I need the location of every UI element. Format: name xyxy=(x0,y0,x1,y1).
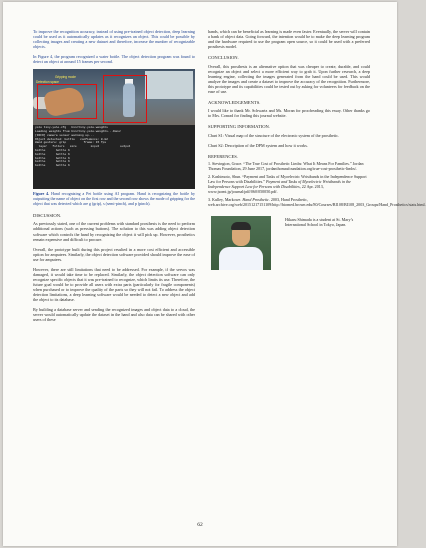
figure-caption-text: Hand recognizing a Pet bottle using AI program. Hand is recognizing the bottle by outputting the name of object on the first row and the second row shows the mode of gripping for the object that was detected which are g (grip), s (semi-pinch), and p (pinch). xyxy=(33,191,196,207)
figure-4-image xyxy=(33,69,195,189)
right-column xyxy=(208,29,426,276)
photo-hair xyxy=(231,222,251,230)
figure-intro-paragraph: In Figure 4, the program recognized a water bottle. The object detection program was found to detect an object at around 15 frames per second. xyxy=(33,54,195,65)
author-bio-text: Hikaru Shimada is a student at St. Mary’s International School in Tokyo, Japan. xyxy=(285,216,354,227)
gripping-mode-label: Gripping mode xyxy=(55,75,76,80)
acknowledgements-paragraph: I would like to thank Mr. Schwartz and Ms. Moran for proofreading this essay. Other thanks go to Mrs. Conrad for finding this journal website. xyxy=(208,108,370,119)
discussion-paragraph: However, there are still limitations that need to be addressed. For example, if the servos was damaged, it would take time to be replaced. Similarly, the object detection software can only recognize specific objects that it was pre-trained to recognize, which limits its use. Therefore, the future goal would be to provide all users with extra parts (particularly for fragile components) when purchased or to improve the quality of the parts so they will not fail. To address the object detection limitations, a deep learning software would be needed to detect a new object and add the object to its database. xyxy=(33,266,195,303)
journal-page xyxy=(3,2,426,546)
figure-caption xyxy=(33,192,195,207)
detection-box-bottle xyxy=(103,75,147,123)
conclusion-heading: CONCLUSION. xyxy=(208,55,239,61)
conclusion-paragraph: Overall, this prosthesis is an alternative option that was cheaper to create, durable, and could recognize an object and select a more efficient way to grab it. Upon further research, a deep learning engine, collecting the images generated from the hand could be used. This would analyze the images and create a dataset to improve the accuracy of the recognition. Furthermore, this prototype and its capabilities could be tested out by asking for volunteers for feedback on the ease of use. xyxy=(208,63,370,94)
terminal-line: Loading weights from bin/tiny-yolo.weights...Done! xyxy=(35,130,122,134)
terminal-line: bottle bottle 6 xyxy=(35,156,70,160)
terminal-output xyxy=(33,125,195,189)
supporting-information-heading: SUPPORTING INFORMATION. xyxy=(208,124,271,130)
discussion-paragraph: By building a database server and sending the recognized images and object data to a cloud, the server would automatically update the dataset in the hand and also data can be shared with other users of these xyxy=(33,307,195,323)
discussion-continuation: hands, which can be beneficial as learning is made even faster. Eventually, the server will contain a bank of object data. Going forward, the intention would be to make the deep learning program and the hardware required to use the program open source, so it could be used with a preferred prosthesis model. xyxy=(208,29,370,50)
terminal-line: layer filters size input output xyxy=(35,145,131,149)
camera-view xyxy=(33,69,195,125)
terminal-line: bottle bottle 6 xyxy=(35,160,70,164)
terminal-line: Object detected: bottle confidence: 0.82 xyxy=(35,137,108,141)
author-bio xyxy=(208,216,370,276)
discussion-heading: DISCUSSION. xyxy=(33,213,62,218)
terminal-line: bottle bottle 6 xyxy=(35,149,70,153)
reference-item: 2. Kashimoto, Shun. “Payment and Tasks of Myoelectric Wristbands in the Independence Support Law for Persons with Disabilities.” Payment and Tasks of Myoelectric Wristbands in the Independence Support Law for Persons with Disabilities, 22 Apr. 2013, www.jsomt.jp/journal/pdf/060/050050.pdf. xyxy=(208,174,367,195)
terminal-line: bottle bottle 6 xyxy=(35,164,70,168)
detection-box-hand xyxy=(37,84,97,119)
terminal-line: [INFO] camera sensor warming up... xyxy=(35,133,94,137)
author-photo xyxy=(211,216,271,270)
supporting-item: Chart S2: Description of the DPM system and how it works. xyxy=(208,142,308,148)
left-column xyxy=(33,29,195,327)
photo-shirt xyxy=(219,247,263,270)
discussion-paragraph: Overall, the prototype built during this project resulted in a more cost efficient and accessible option for amputees. Similarly, the object detection software provided should improve the ease of use for amputees. xyxy=(33,246,195,262)
terminal-line: bottle bottle 6 xyxy=(35,152,70,156)
terminal-line: Hand gesture: grip frame: 15 fps xyxy=(35,141,107,145)
reference-item: 1. Stevington, Grace. “The True Cost of Prosthetic Limbs: What It Means For Families.” Jordan Thomas Foundation, 29 June 2017, jordanthomasfoundation.org/true-cost-prosthetic-limbs/. xyxy=(208,161,364,172)
supporting-item: Chart S1: Visual map of the structure of the electronic system of the prosthetic. xyxy=(208,132,339,138)
discussion-paragraph: As previously stated, one of the current problems with standard prosthesis is the need to perform additional actions (such as pressing buttons). The solution to this was adding object detection software which controls the hand by recognizing the object it will pick up. However, prosthetics remain expensive and difficult to procure. xyxy=(33,221,195,242)
page-number: 62 xyxy=(197,522,203,528)
intro-paragraph: To improve the recognition accuracy, instead of using pre-trained object detection, deep learning could be used as it automatically updates as it recognizes an object. This could be possible by collecting images and creating a new dataset and therefore, increase the number of recognizable objects. xyxy=(33,29,195,50)
detection-space-label: Detection space xyxy=(36,80,59,85)
terminal-line: yolo tiny-yolo.cfg bin/tiny-yolo.weights xyxy=(35,126,108,130)
figure-caption-label: Figure 4. xyxy=(33,191,50,197)
reference-item: 3. Kulley, Markowe. Hand Prosthetic. 2003, Hand Prosthetic, web.archive.org/web/20151217151109/http://biomed.brown.edu/80/Courses/BI108/BI108_2003_Groups/Hand_Prosthetics/stats.html. xyxy=(208,197,426,207)
references-heading: REFERENCES. xyxy=(208,153,238,159)
window-background xyxy=(145,71,193,99)
acknowledgements-heading: ACKNOWLEDGEMENTS. xyxy=(208,99,261,105)
